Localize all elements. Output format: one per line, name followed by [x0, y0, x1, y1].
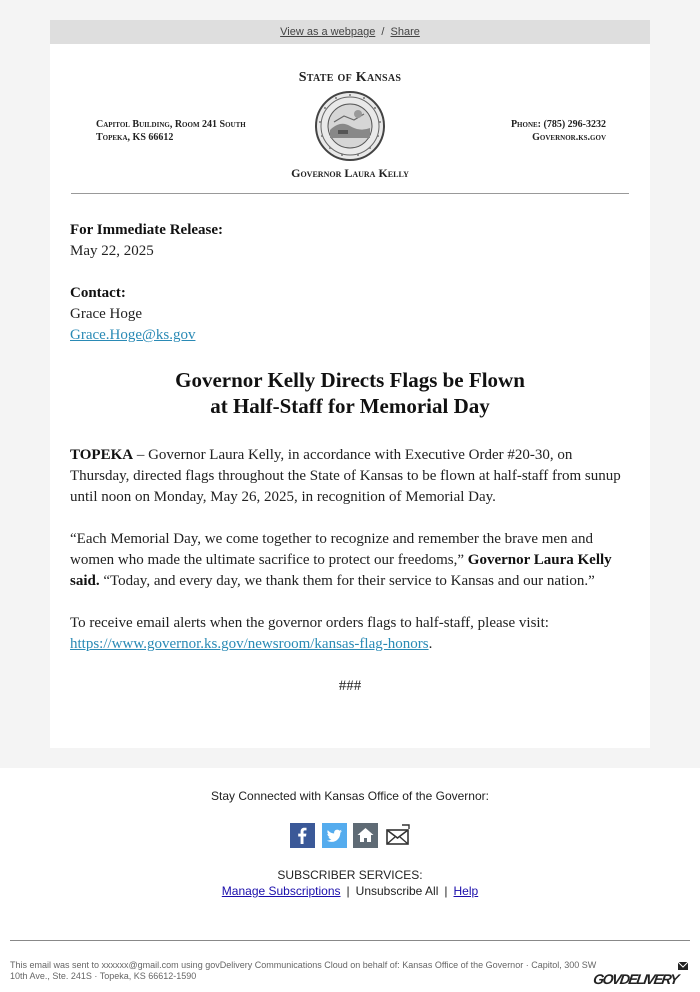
- address-line-1: Capitol Building, Room 241 South: [96, 119, 246, 130]
- share-link[interactable]: Share: [390, 26, 420, 38]
- help-link[interactable]: Help: [453, 884, 479, 898]
- paragraph-3-end: .: [428, 636, 433, 652]
- subscriber-services-label: SUBSCRIBER SERVICES:: [277, 868, 423, 882]
- stay-connected-text: Stay Connected with Kansas Office of the Governor:: [211, 789, 489, 803]
- headline-line-1: Governor Kelly Directs Flags be Flown: [175, 368, 525, 392]
- quote-attribution: Governor Laura Kelly said.: [70, 552, 612, 589]
- paragraph-3: [70, 613, 630, 655]
- end-mark: ###: [338, 678, 362, 694]
- paragraph-1: [70, 445, 630, 508]
- website: Governor.ks.gov: [532, 132, 606, 143]
- govdelivery-logo[interactable]: [594, 960, 690, 988]
- contact-name: Grace Hoge: [70, 306, 143, 322]
- manage-subscriptions-link[interactable]: Manage Subscriptions: [221, 884, 341, 898]
- subscriber-services: [0, 867, 700, 899]
- fine-print: This email was sent to xxxxxx@gmail.com using govDelivery Communications Cloud on behalf of: Kansas Office of the Governor · Capitol, 300 SW 10th Ave., Ste. 241S · Topeka, KS 66612-1590: [10, 960, 597, 981]
- unsubscribe-all-text[interactable]: Unsubscribe All: [355, 884, 439, 898]
- paragraph-1-text: – Governor Laura Kelly, in accordance with Executive Order #20-30, on Thursday, directed flags throughout the State of Kansas to be flown at half-staff from sunup until noon on Monday, May 26, 2025, in recognition of Memorial Day.: [70, 447, 621, 505]
- kansas-seal-icon: [314, 90, 386, 162]
- letterhead-title: State of Kansas: [298, 70, 402, 85]
- paragraph-3-text: To receive email alerts when the governor orders flags to half-staff, please visit:: [70, 615, 549, 631]
- capitol-address: [96, 118, 246, 144]
- subscriber-links: [0, 883, 700, 899]
- letterhead: [50, 44, 650, 193]
- home-icon[interactable]: [353, 823, 378, 848]
- release-block: [70, 220, 630, 262]
- view-webpage-link[interactable]: View as a webpage: [280, 26, 376, 38]
- press-release-card: [50, 44, 650, 748]
- facebook-icon[interactable]: [290, 823, 315, 848]
- release-content: [50, 194, 650, 697]
- top-bar: [50, 20, 650, 44]
- dateline: TOPEKA: [70, 447, 134, 463]
- footer-divider: [10, 940, 690, 941]
- quote-part-1: “Each Memorial Day, we come together to recognize and remember the brave men and women who made the ultimate sacrifice to protect our freedoms,”: [70, 531, 593, 568]
- phone-number: Phone: (785) 296-3232: [510, 119, 606, 130]
- link-separator: |: [444, 884, 448, 898]
- release-label: For Immediate Release:: [70, 222, 224, 238]
- contact-email-link[interactable]: Grace.Hoge@ks.gov: [70, 327, 196, 343]
- paragraph-2: [70, 529, 630, 592]
- quote-part-2: “Today, and every day, we thank them for their service to Kansas and our nation.”: [99, 573, 595, 589]
- contact-block: [70, 283, 630, 346]
- release-date: May 22, 2025: [70, 243, 154, 259]
- social-icons: [0, 823, 700, 849]
- flag-honors-link[interactable]: https://www.governor.ks.gov/newsroom/kansas-flag-honors: [70, 636, 429, 652]
- headline: [70, 367, 630, 419]
- contact-label: Contact:: [70, 285, 126, 301]
- govdelivery-logo-text: GOVDELIVERY: [592, 971, 681, 987]
- email-icon[interactable]: [385, 823, 410, 848]
- twitter-icon[interactable]: [322, 823, 347, 848]
- topbar-separator: /: [381, 26, 385, 38]
- email-footer: [0, 768, 700, 987]
- contact-info: [511, 118, 606, 144]
- headline-line-2: at Half-Staff for Memorial Day: [210, 394, 490, 418]
- address-line-2: Topeka, KS 66612: [96, 132, 174, 143]
- governor-name: Governor Laura Kelly: [291, 166, 409, 180]
- link-separator: |: [346, 884, 350, 898]
